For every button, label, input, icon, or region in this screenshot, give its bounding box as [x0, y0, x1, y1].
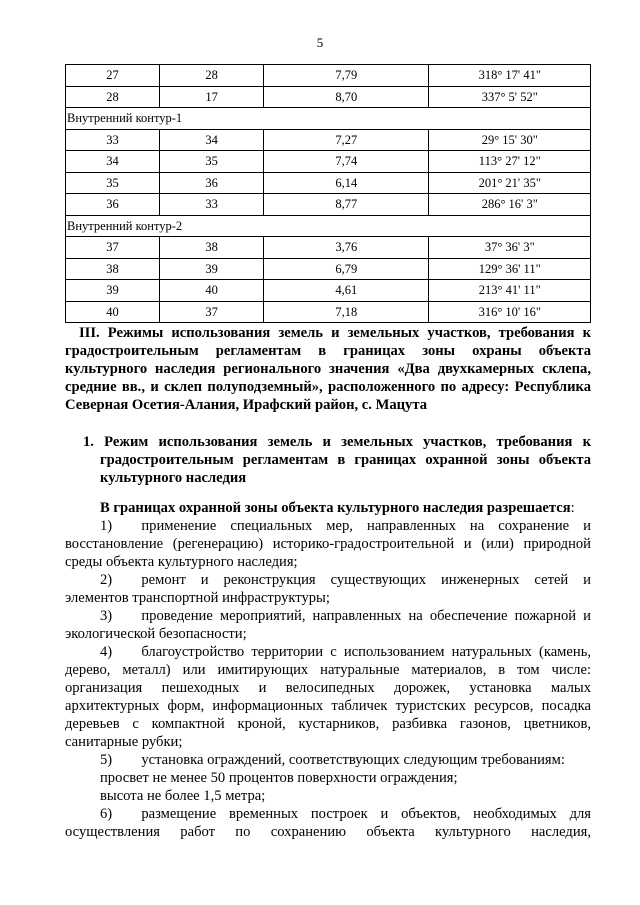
list-item-line: высота не более 1,5 метра;: [100, 788, 266, 804]
table-row: [66, 194, 591, 216]
list-item-line: элементов транспортной инфраструктуры;: [65, 590, 330, 606]
heading-line: культурного наследия регионального значения «Два двухкамерных склепа,: [65, 361, 591, 377]
distance-cell: 8,77: [264, 194, 429, 216]
contour-label: Внутренний контур-2: [66, 215, 591, 237]
distance-cell: 8,70: [264, 86, 429, 108]
point-to-cell: 28: [160, 65, 264, 87]
distance-cell: 4,61: [264, 280, 429, 302]
list-item-line: осуществления работ по сохранению объекта культурного наследия,: [65, 824, 591, 840]
heading-line: градостроительным регламентам в границах зоны охраны объекта: [65, 343, 591, 359]
list-item-line: восстановление (регенерацию) историко-градостроительной и (или) природной: [65, 536, 591, 552]
list-item-line: санитарные рубки;: [65, 734, 183, 750]
point-to-cell: 34: [160, 129, 264, 151]
bearing-cell: 129° 36' 11": [429, 258, 591, 280]
allowed-heading-colon: :: [570, 500, 575, 516]
point-from-cell: 33: [66, 129, 160, 151]
list-item-line: дерево, металл) или имитирующих натуральные материалов, в том числе:: [65, 662, 591, 678]
list-item-line: среды объекта культурного наследия;: [65, 554, 298, 570]
list-item-line: 5) установка ограждений, соответствующих следующим требованиям:: [100, 752, 565, 768]
list-item-line: просвет не менее 50 процентов поверхности ограждения;: [100, 770, 458, 786]
table-row: [66, 172, 591, 194]
subsection-1-heading: [83, 433, 591, 487]
table-row: [66, 151, 591, 173]
point-to-cell: 39: [160, 258, 264, 280]
point-to-cell: 17: [160, 86, 264, 108]
allowed-heading: [100, 499, 591, 517]
list-item-line: 3) проведение мероприятий, направленных на обеспечение пожарной и: [100, 608, 591, 624]
point-to-cell: 33: [160, 194, 264, 216]
table-row: [66, 301, 591, 323]
bearing-cell: 337° 5' 52": [429, 86, 591, 108]
list-item-line: 4) благоустройство территории с использованием натуральных (камень,: [100, 644, 591, 660]
list-item-line: 2) ремонт и реконструкция существующих инженерных сетей и: [100, 572, 591, 588]
list-item-line: экологической безопасности;: [65, 626, 247, 642]
table-contour-row: [66, 215, 591, 237]
point-from-cell: 34: [66, 151, 160, 173]
bearing-cell: 318° 17' 41": [429, 65, 591, 87]
point-to-cell: 36: [160, 172, 264, 194]
point-from-cell: 27: [66, 65, 160, 87]
heading-line: Северная Осетия-Алания, Ирафский район, с. Мацута: [65, 397, 428, 413]
bearing-cell: 286° 16' 3": [429, 194, 591, 216]
distance-cell: 7,27: [264, 129, 429, 151]
table-row: [66, 258, 591, 280]
table-contour-row: [66, 108, 591, 130]
table-row: [66, 65, 591, 87]
table-row: [66, 129, 591, 151]
coordinates-table: [65, 64, 591, 323]
distance-cell: 7,79: [264, 65, 429, 87]
point-from-cell: 35: [66, 172, 160, 194]
distance-cell: 6,79: [264, 258, 429, 280]
point-from-cell: 28: [66, 86, 160, 108]
point-from-cell: 40: [66, 301, 160, 323]
point-to-cell: 40: [160, 280, 264, 302]
allowed-heading-text: В границах охранной зоны объекта культурного наследия разрешается: [100, 500, 571, 516]
bearing-cell: 213° 41' 11": [429, 280, 591, 302]
bearing-cell: 37° 36' 3": [429, 237, 591, 259]
point-to-cell: 38: [160, 237, 264, 259]
bearing-cell: 201° 21' 35": [429, 172, 591, 194]
table-row: [66, 280, 591, 302]
allowed-list: [65, 517, 591, 841]
point-from-cell: 39: [66, 280, 160, 302]
list-item-line: архитектурных форм, информационных табличек туристских ресурсов, посадка: [65, 698, 591, 714]
heading-line: градостроительным регламентам в границах охранной зоны объекта: [100, 452, 591, 468]
distance-cell: 7,74: [264, 151, 429, 173]
section-3-heading: [65, 324, 591, 414]
distance-cell: 6,14: [264, 172, 429, 194]
heading-line: III. Режимы использования земель и земельных участков, требования к: [79, 325, 591, 341]
bearing-cell: 29° 15' 30": [429, 129, 591, 151]
bearing-cell: 316° 10' 16": [429, 301, 591, 323]
heading-line: средние вв., и склеп полуподземный», расположенного по адресу: Республика: [65, 379, 591, 395]
table-row: [66, 237, 591, 259]
list-item-line: деревьев с компактной кроной, кустарников, разбивка газонов, цветников,: [65, 716, 591, 732]
point-from-cell: 36: [66, 194, 160, 216]
list-item-line: 1) применение специальных мер, направленных на сохранение и: [100, 518, 591, 534]
point-to-cell: 37: [160, 301, 264, 323]
point-to-cell: 35: [160, 151, 264, 173]
heading-line: 1. Режим использования земель и земельных участков, требования к: [83, 434, 591, 450]
heading-line: культурного наследия: [100, 470, 247, 486]
list-item-line: 6) размещение временных построек и объектов, необходимых для: [100, 806, 591, 822]
distance-cell: 7,18: [264, 301, 429, 323]
table-row: [66, 86, 591, 108]
list-item-line: организация пешеходных и велосипедных дорожек, установка малых: [65, 680, 591, 696]
point-from-cell: 38: [66, 258, 160, 280]
point-from-cell: 37: [66, 237, 160, 259]
contour-label: Внутренний контур-1: [66, 108, 591, 130]
distance-cell: 3,76: [264, 237, 429, 259]
page-number: 5: [316, 35, 324, 50]
bearing-cell: 113° 27' 12": [429, 151, 591, 173]
